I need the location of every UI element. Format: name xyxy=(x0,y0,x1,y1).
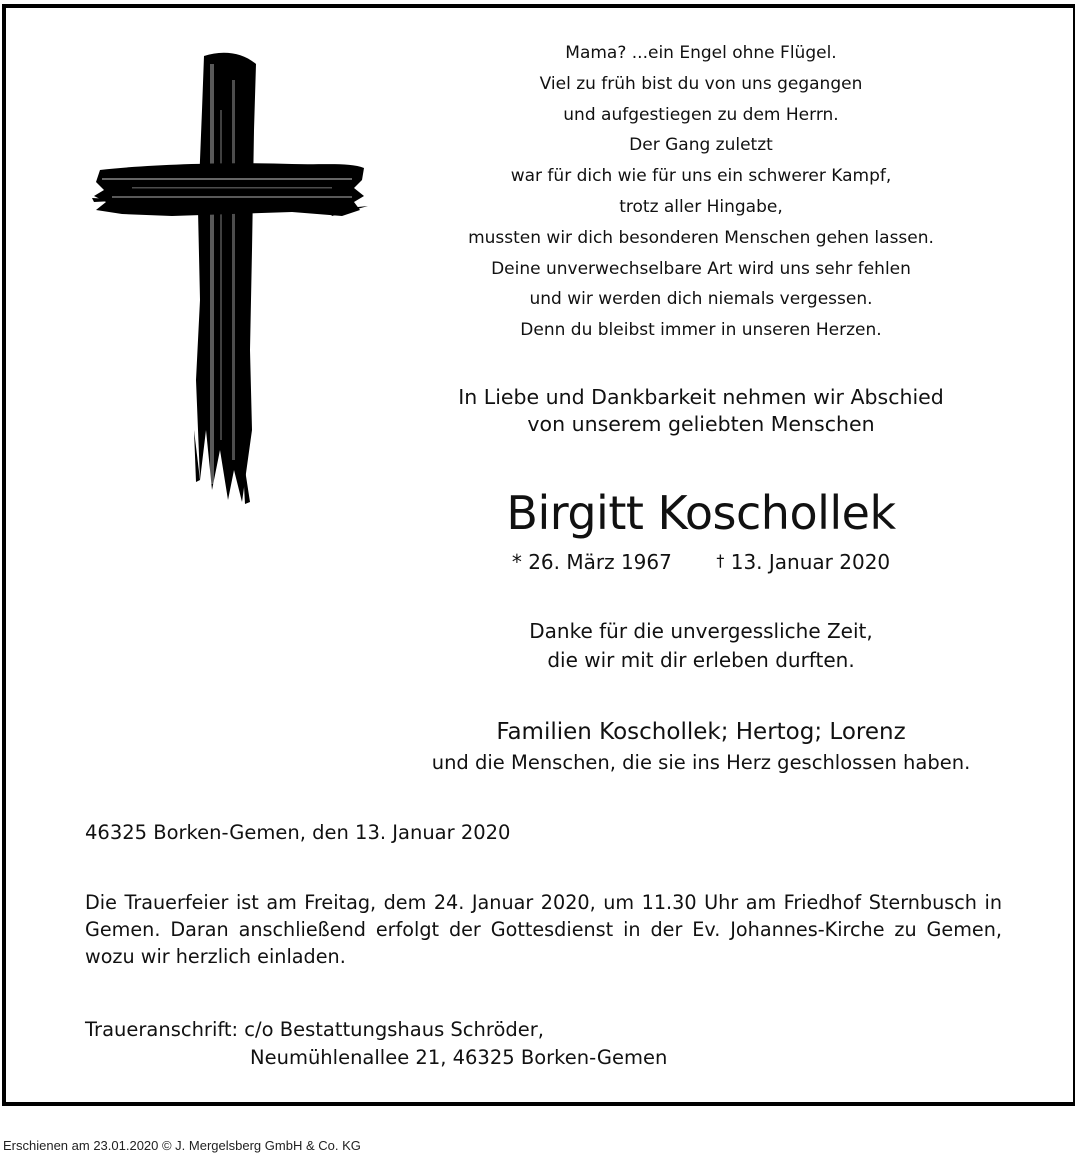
family-names: Familien Koschollek; Hertog; Lorenz xyxy=(496,719,906,745)
brushstroke-cross-icon xyxy=(92,50,368,504)
poem-line: und aufgestiegen zu dem Herrn. xyxy=(563,104,839,125)
poem-line: Denn du bleibst immer in unseren Herzen. xyxy=(520,320,882,341)
birth-date: * 26. März 1967 xyxy=(511,550,672,574)
poem-line: Mama? ...ein Engel ohne Flügel. xyxy=(565,43,837,63)
deceased-name: Birgitt Koschollek xyxy=(506,486,896,540)
mourning-address xyxy=(85,1016,667,1072)
poem-line: trotz aller Hingabe, xyxy=(619,196,783,217)
death-date: 13. Januar 2020 xyxy=(730,550,891,574)
poem xyxy=(406,38,996,346)
obituary-frame xyxy=(2,4,1075,1106)
intro-line: In Liebe und Dankbarkeit nehmen wir Abschied xyxy=(458,385,944,409)
thanks-line: Danke für die unvergessliche Zeit, xyxy=(529,619,873,643)
intro-line: von unserem geliebten Menschen xyxy=(527,412,875,436)
dagger-icon: † xyxy=(716,551,725,570)
poem-line: und wir werden dich niemals vergessen. xyxy=(529,289,873,310)
address-line: Traueranschrift: c/o Bestattungshaus Schröder, xyxy=(85,1018,544,1041)
poem-line: war für dich wie für uns ein schwerer Kampf, xyxy=(510,166,892,187)
ceremony-text: Die Trauerfeier ist am Freitag, dem 24. Januar 2020, um 11.30 Uhr am Friedhof Sternbusch in Gemen. Daran anschließend erfolgt der Gottesdienst in der Ev. Johannes-Kirche zu Gemen, wozu wir herzlich einladen. xyxy=(85,891,1002,968)
poem-line: Viel zu früh bist du von uns gegangen xyxy=(539,73,863,94)
family-others: und die Menschen, die sie ins Herz geschlossen haben. xyxy=(431,751,971,774)
farewell-intro xyxy=(406,384,996,438)
place-date: 46325 Borken-Gemen, den 13. Januar 2020 xyxy=(85,821,511,844)
publication-footer: Erschienen am 23.01.2020 © J. Mergelsberg GmbH & Co. KG xyxy=(3,1138,361,1153)
family-signature xyxy=(401,715,1001,777)
poem-line: mussten wir dich besonderen Menschen gehen lassen. xyxy=(468,227,934,248)
thanks-line: die wir mit dir erleben durften. xyxy=(547,648,855,672)
ceremony-info xyxy=(85,890,1002,970)
life-dates xyxy=(406,546,996,577)
thanks-text xyxy=(406,617,996,675)
poem-line: Deine unverwechselbare Art wird uns sehr fehlen xyxy=(491,258,911,279)
poem-line: Der Gang zuletzt xyxy=(629,135,773,156)
address-line: Neumühlenallee 21, 46325 Borken-Gemen xyxy=(250,1046,668,1069)
